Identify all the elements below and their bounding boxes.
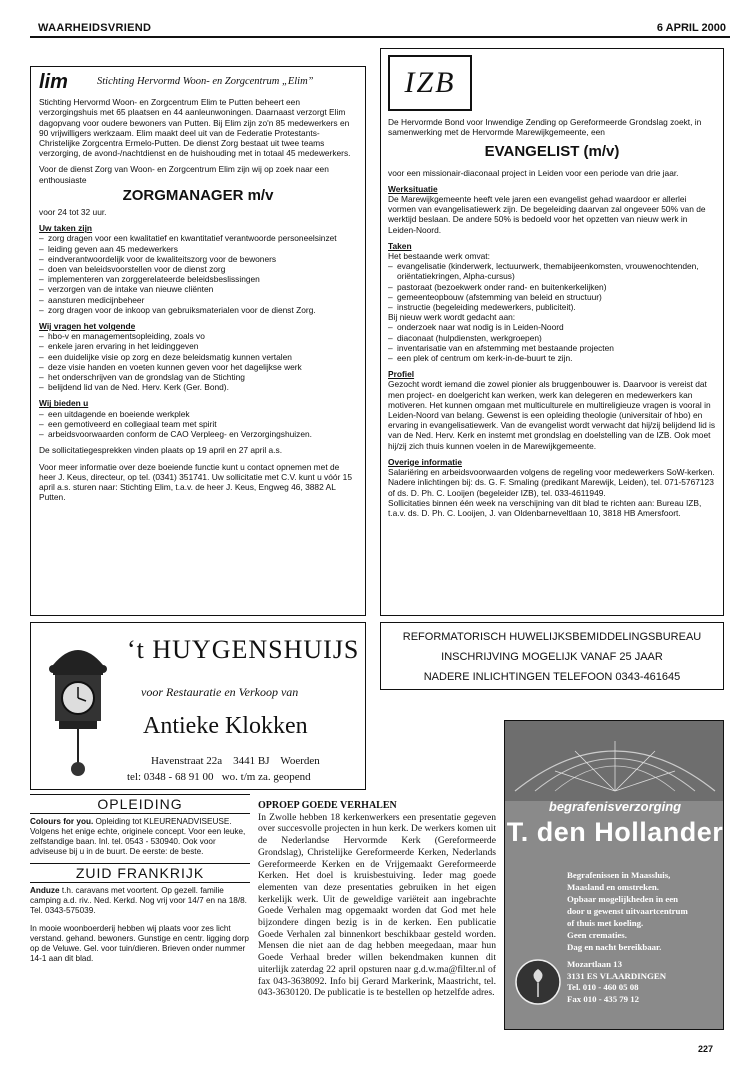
opleiding-text: Opleiding tot KLEURENADVISEUSE. Volgens het enige echte, originele concept. Voor een leuke, zelfstandige baan. Inl. tel. 0543 - 530940. Ook voor adviseuse bij u in de buurt. De eerste: de beste.: [30, 817, 246, 856]
izb-info-salary: Salariëring en arbeidsvoorwaarden volgens de regeling voor medewerkers SoW-kerken.: [388, 467, 715, 478]
issue-date: 6 APRIL 2000: [656, 22, 726, 34]
list-item: – implementeren van zorggerelateerde beleidsbeslissingen: [39, 274, 357, 284]
woonboerderij-ad: In mooie woonboerderij hebben wij plaats voor zes licht verstand. gehand. bewoners. Gunstige en centr. ligging dorp op de Veluwe. Gel. voor tuin/dieren. Brieven onder nummer 14-1 aan dit blad.: [30, 924, 249, 963]
elim-search: Voor de dienst Zorg van Woon- en Zorgcentrum Elim zijn wij op zoek naar een enthousiaste: [39, 164, 329, 185]
izb-new-list: [388, 322, 716, 363]
izb-info-heading: Overige informatie: [388, 456, 463, 467]
page-number: 227: [698, 1044, 714, 1054]
marriage-bureau-name: REFORMATORISCH HUWELIJKSBEMIDDELINGSBUREAU: [402, 631, 702, 643]
elim-ad: [30, 66, 366, 616]
oproep-text: In Zwolle hebben 18 kerkenwerkers een presentatie gegeven over succesvolle projecten in hun kerk. De werkers komen uit de Nederlandse Hervormde Kerk (Gereformeerde Grondslag), Christelijke Gereformeerde Kerken, Nederlands Gereformeerde Kerken en de Vrijgemaakt Gereformeerde Kerken. Het doel is kruisbestuiving. Ieder mag goede elementen van deze presentaties gebruiken in het eigen kerkelijk werk. Uit de geweldige variëteit aan ingebrachte Goede Verhalen mag opgemaakt worden dat God met hele bijzondere dingen bezig is in de kerken. Een publicatie Goede Verhalen zal binnenkort beschikbaar gesteld worden. Mensen die niet aan de dag hebben meegedaan, maar hun Goede Verhaal breder willen bekendmaken kunnen dit uiterlijk zaterdag 22 april opsturen naar g.d.w.ma@filter.nl of fax 043-3638092. Info bij Gerard Markerink, Maastricht, tel. 043-3630120. De publicatie is te bestellen op hetzelfde adres.: [258, 811, 496, 999]
huygenshuijs-subtitle: voor Restauratie en Verkoop van: [141, 685, 299, 699]
elim-tasks-heading: Uw taken zijn: [39, 223, 93, 234]
list-item: – evangelisatie (kinderwerk, lectuurwerk, themabijeenkomsten, vrouwenochtenden, oriëntatiekringen, Alpha-cursus): [388, 261, 716, 281]
opleiding-lead: Colours for you.: [30, 817, 94, 826]
izb-intro: De Hervormde Bond voor Inwendige Zending op Gereformeerde Grondslag zoekt, in samenwerking met de Hervormde Marewijkgemeente, een: [388, 117, 702, 138]
list-item: – deze visie handen en voeten kunnen geven voor het dagelijkse werk: [39, 362, 357, 372]
publication-name: WAARHEIDSVRIEND: [38, 22, 152, 34]
list-item: – pastoraat (bezoekwerk onder rand- en buitenkerkelijken): [388, 282, 716, 292]
huygenshuijs-address: Havenstraat 22a 3441 BJ Woerden: [151, 755, 320, 767]
izb-profile: Gezocht wordt iemand die zowel pionier als bruggenbouwer is. Daarvoor is vereist dat men project- en doelgericht kan werken, werk kan delegeren en medewerkers kan motiveren. Het kunnen omgaan met multiculturele en multireligieuze vragen is vooral in Leiden-Noord van belang. Gewenst is een opleiding theologie (universitair of hbo) en ervaring in evangelisatiewerk. Van de evangelist wordt verwacht dat hij/zij belijdend lid is van de Ned. Herv. Kerk en instemt met grondslag en doelstelling van de IZB. Ook moet hij/zij zich thuis kunnen voelen in de Marewijkgemeente.: [388, 379, 716, 451]
izb-tasks-intro: Het bestaande werk omvat:: [388, 251, 490, 262]
den-hollander-ad: [504, 720, 724, 1030]
list-item: – instructie (begeleiding medewerkers, publiciteit).: [388, 302, 716, 312]
list-item: – verzorgen van de intake van nieuwe cliënten: [39, 284, 357, 294]
izb-project: voor een missionair-diaconaal project in Leiden voor een periode van drie jaar.: [388, 167, 679, 178]
list-item: – hbo-v en managementsopleiding, zoals vo: [39, 331, 357, 341]
list-item: – eindverantwoordelijk voor de kwaliteitszorg voor de bewoners: [39, 254, 357, 264]
den-hollander-services: Begrafenissen in Maassluis, Maasland en omstreken. Opbaar mogelijkheden in een door u gewenst uitvaartcentrum of thuis met koeling. Geen crematies. Dag en nacht bereikbaar.: [567, 870, 688, 952]
huygenshuijs-phone: tel: 0348 - 68 91 00 wo. t/m za. geopend: [127, 771, 311, 783]
elim-offer-heading: Wij bieden u: [39, 398, 89, 409]
den-hollander-name: T. den Hollander: [506, 817, 724, 847]
izb-new-intro: Bij nieuw werk wordt gedacht aan:: [388, 312, 516, 323]
list-item: – leiding geven aan 45 medewerkers: [39, 244, 357, 254]
elim-tasks-list: [39, 233, 357, 315]
huygenshuijs-ad: [30, 622, 366, 790]
elim-job-title: ZORGMANAGER m/v: [122, 186, 274, 204]
opleiding-ad: [30, 817, 250, 857]
list-item: – zorg dragen voor de inkoop van gebruiksmaterialen voor de dienst Zorg.: [39, 305, 357, 315]
opleiding-heading: OPLEIDING: [30, 794, 250, 814]
list-item: – een duidelijke visie op zorg en deze beleidsmatig kunnen vertalen: [39, 352, 357, 362]
izb-profile-heading: Profiel: [388, 369, 415, 380]
elim-requirements-list: [39, 331, 357, 392]
huygenshuijs-product: Antieke Klokken: [143, 713, 308, 739]
list-item: – belijdend lid van de Ned. Herv. Kerk (Ger. Bond).: [39, 382, 357, 392]
izb-logo: IZB: [388, 55, 472, 111]
elim-hours: voor 24 tot 32 uur.: [39, 207, 107, 218]
den-hollander-city: 3131 ES VLAARDINGEN: [567, 970, 667, 981]
den-hollander-street: Mozartlaan 13: [567, 959, 622, 969]
marriage-bureau-phone: NADERE INLICHTINGEN TELEFOON 0343-461645: [423, 671, 681, 683]
rose-emblem-icon: [513, 957, 563, 1007]
izb-situation: De Marewijkgemeente heeft vele jaren een evangelist gehad waardoor er allerlei vormen van evangelisatiewerk zijn. De begeleiding daarvan zal ongeveer 50% van de werktijd beslaan. De andere 50% is bedoeld voor het opzetten van nieuw werk in Leiden-Noord.: [388, 194, 706, 235]
list-item: – gemeenteopbouw (afstemming van beleid en structuur): [388, 292, 716, 302]
frankrijk-heading: ZUID FRANKRIJK: [30, 863, 250, 883]
izb-ad: [380, 48, 724, 616]
den-hollander-contact: [567, 959, 666, 1005]
list-item: – aansturen medicijnbeheer: [39, 295, 357, 305]
den-hollander-fax: Fax 010 - 435 79 12: [567, 993, 640, 1004]
antique-clock-icon: [43, 635, 113, 781]
izb-info-apply: Sollicitaties binnen één week na verschijning van dit blad te richten aan: Bureau IZB, t.a.v. ds. D. Ph. C. Looijen, J. van Oldenbarneveltlaan 10, 3818 HB Amersfoort.: [388, 497, 702, 518]
elim-offer-list: [39, 409, 357, 440]
izb-situation-heading: Werksituatie: [388, 183, 438, 194]
list-item: – een gemotiveerd en collegiaal team met spirit: [39, 419, 357, 429]
elim-interview-dates: De sollicitatiegesprekken vinden plaats op 19 april en 27 april a.s.: [39, 445, 283, 456]
list-item: – een plek of centrum om kerk-in-de-buurt te zijn.: [388, 353, 716, 363]
izb-tasks-heading: Taken: [388, 240, 412, 251]
classifieds-column: [30, 794, 250, 964]
frankrijk-ad: [30, 886, 250, 916]
list-item: – arbeidsvoorwaarden conform de CAO Verpleeg- en Verzorgingshuizen.: [39, 429, 357, 439]
elim-contact: Voor meer informatie over deze boeiende functie kunt u contact opnemen met de heer J. Keus, directeur, op tel. (0341) 351741. Uw sollicitatie met C.V. kunt u vóór 15 april a.s. sturen naar: Stichting Elim, t.a.v. de heer J. Keus, Engweg 46, 3882 AL Putten.: [39, 461, 352, 503]
list-item: – een uitdagende en boeiende werkplek: [39, 409, 357, 419]
huygenshuijs-name: ‘t HUYGENSHUIJS: [127, 635, 360, 664]
elim-intro: Stichting Hervormd Woon- en Zorgcentrum Elim te Putten beheert een verzorgingshuis met 65 plaatsen en 44 aanleunwoningen. Daarnaast verzorgt Elim dagopvang voor oudere bewoners van Putten. Bij Elim zijn zo'n 85 medewerkers en 90 vrijwilligers werkzaam. Elim maakt deel uit van de Federatie Protestants-Christelijke Zorgcentra Ermelo-Putten. De dienst Zorg bestaat uit twee teams verzorging, de avond-/nachtdienst en de huishouding met in totaal 45 medewerkers.: [39, 97, 351, 159]
den-hollander-tagline: begrafenisverzorging: [548, 799, 682, 814]
marriage-bureau-age: INSCHRIJVING MOGELIJK VANAF 25 JAAR: [441, 651, 663, 663]
list-item: – zorg dragen voor een kwalitatief en kwantitatief verantwoorde personeelsinzet: [39, 233, 357, 243]
page-header: [30, 20, 730, 38]
list-item: – enkele jaren ervaring in het leidinggeven: [39, 341, 357, 351]
list-item: – het onderschrijven van de grondslag van de Stichting: [39, 372, 357, 382]
oproep-article: [258, 800, 496, 999]
list-item: – diaconaat (hulpdiensten, werkgroepen): [388, 333, 716, 343]
izb-tasks-list: [388, 261, 716, 312]
sunburst-decoration: [505, 721, 724, 801]
elim-logo: lim: [39, 71, 68, 93]
den-hollander-phone: Tel. 010 - 460 05 08: [567, 982, 639, 992]
list-item: – inventarisatie van en afstemming met bestaande projecten: [388, 343, 716, 353]
elim-header: [39, 71, 357, 93]
frankrijk-text: t.h. caravans met voortent. Op gezell. familie camping a.d. riv.. Ned. Kerkd. Nog vrij voor 14/7 en na 18/8. Tel. 0343-575039.: [30, 886, 247, 915]
list-item: – onderzoek naar wat nodig is in Leiden-Noord: [388, 322, 716, 332]
marriage-bureau-ad: [380, 622, 724, 690]
izb-job-title: EVANGELIST (m/v): [484, 143, 620, 161]
oproep-heading: OPROEP GOEDE VERHALEN: [258, 800, 397, 811]
frankrijk-lead: Anduze: [30, 886, 60, 895]
elim-title: Stichting Hervormd Woon- en Zorgcentrum „Elim”: [97, 76, 314, 87]
list-item: – doen van beleidsvoorstellen voor de dienst zorg: [39, 264, 357, 274]
elim-requirements-heading: Wij vragen het volgende: [39, 321, 136, 332]
izb-info-contact: Nadere inlichtingen bij: ds. G. F. Smaling (predikant Marewijk, Leiden), tel. 071-5767123 of ds. D. Ph. C. Looijen (begeleider IZB), tel. 033-4611949.: [388, 477, 714, 498]
